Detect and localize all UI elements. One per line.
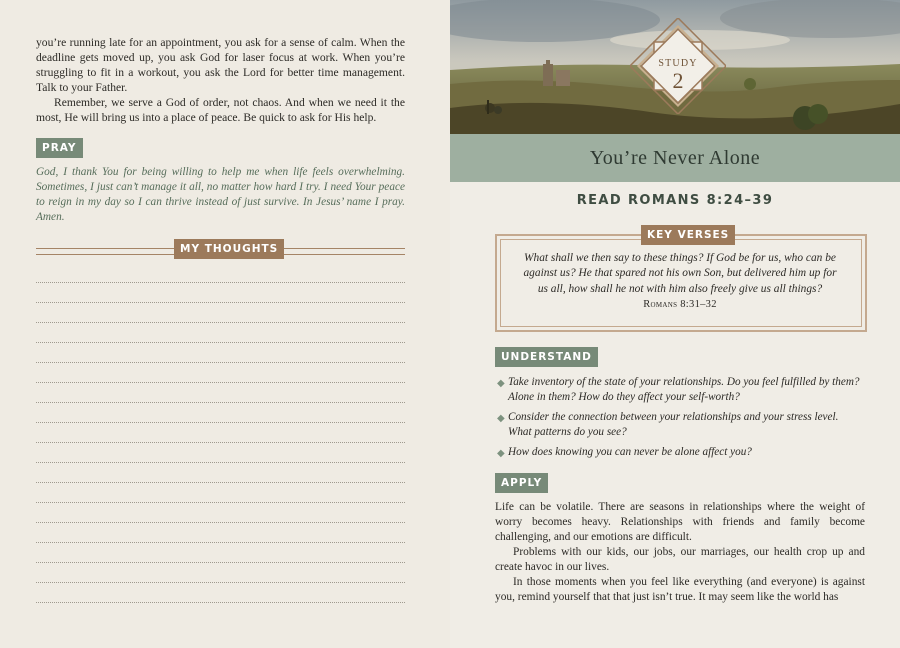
- apply-paragraph-2: Problems with our kids, our jobs, our marriages, our health crop up and create havoc in our lives.: [495, 546, 865, 573]
- list-item: [495, 410, 863, 440]
- writing-line: [36, 422, 405, 423]
- writing-line: [36, 502, 405, 503]
- key-verse-reference: Romans 8:31–32: [643, 299, 717, 311]
- study-title: You’re Never Alone: [450, 134, 900, 182]
- writing-line: [36, 542, 405, 543]
- study-number: 2: [672, 68, 684, 93]
- question-text: Consider the connection between your relationships and your stress level. What patterns do you see?: [508, 411, 839, 438]
- writing-line: [36, 342, 405, 343]
- writing-line: [36, 442, 405, 443]
- bullet-icon: ◆: [497, 448, 505, 459]
- apply-paragraph-1: Life can be volatile. There are seasons in relationships where the weight of worry becomes heavy. Relationships with friends and family become challenging, and our emotions are difficult.: [495, 501, 865, 543]
- pray-label: PRAY: [36, 138, 83, 158]
- list-item: [495, 375, 863, 405]
- writing-line: [36, 462, 405, 463]
- question-text: Take inventory of the state of your relationships. Do you feel fulfilled by them? Alone in them? How do they affect your self-worth?: [508, 376, 860, 403]
- prayer-text: God, I thank You for being willing to help me when life feels overwhelming. Sometimes, I just can’t manage it all, no matter how hard I try. I need Your peace to reign in my day so I can thrive instead of just survive. In Jesus’ name I pray. Amen.: [36, 166, 405, 223]
- list-item: [495, 445, 863, 460]
- key-verse-quote: [522, 251, 838, 313]
- apply-paragraph-3: In those moments when you feel like everything (and everyone) is against you, remind yourself that that just isn’t true. It may seem like the world has: [495, 576, 865, 603]
- key-verses-label: KEY VERSES: [641, 225, 735, 245]
- bullet-icon: ◆: [497, 413, 505, 424]
- writing-line: [36, 322, 405, 323]
- writing-line: [36, 602, 405, 603]
- landscape-painting: [450, 0, 900, 134]
- writing-line: [36, 562, 405, 563]
- bullet-icon: ◆: [497, 378, 505, 389]
- writing-line: [36, 282, 405, 283]
- writing-line: [36, 522, 405, 523]
- key-verse-text: What shall we then say to these things? If God be for us, who can be against us? He that spared not his own Son, but delivered him up for us all, how shall he not with him also freely give us all things?: [523, 252, 837, 295]
- my-thoughts-label: MY THOUGHTS: [174, 239, 284, 259]
- writing-line: [36, 362, 405, 363]
- writing-line: [36, 582, 405, 583]
- understand-questions: [495, 375, 863, 465]
- question-text: How does knowing you can never be alone affect you?: [508, 446, 752, 458]
- intro-paragraph: you’re running late for an appointment, you ask for a sense of calm. When the deadline gets moved up, you ask God for laser focus at work. When you’re struggling to fit in a workout, you ask the Lord for better time management. Talk to your Father.: [36, 36, 405, 94]
- study-label: STUDY: [658, 58, 698, 69]
- right-page: [450, 0, 900, 648]
- second-paragraph: Remember, we serve a God of order, not chaos. And when we need it the most, He will bring us into a place of peace. Be quick to ask for His help.: [36, 96, 405, 124]
- writing-line: [36, 382, 405, 383]
- writing-line: [36, 302, 405, 303]
- writing-line: [36, 482, 405, 483]
- understand-label: UNDERSTAND: [495, 347, 598, 367]
- writing-line: [36, 402, 405, 403]
- apply-label: APPLY: [495, 473, 548, 493]
- reading-assignment: READ ROMANS 8:24–39: [576, 193, 774, 208]
